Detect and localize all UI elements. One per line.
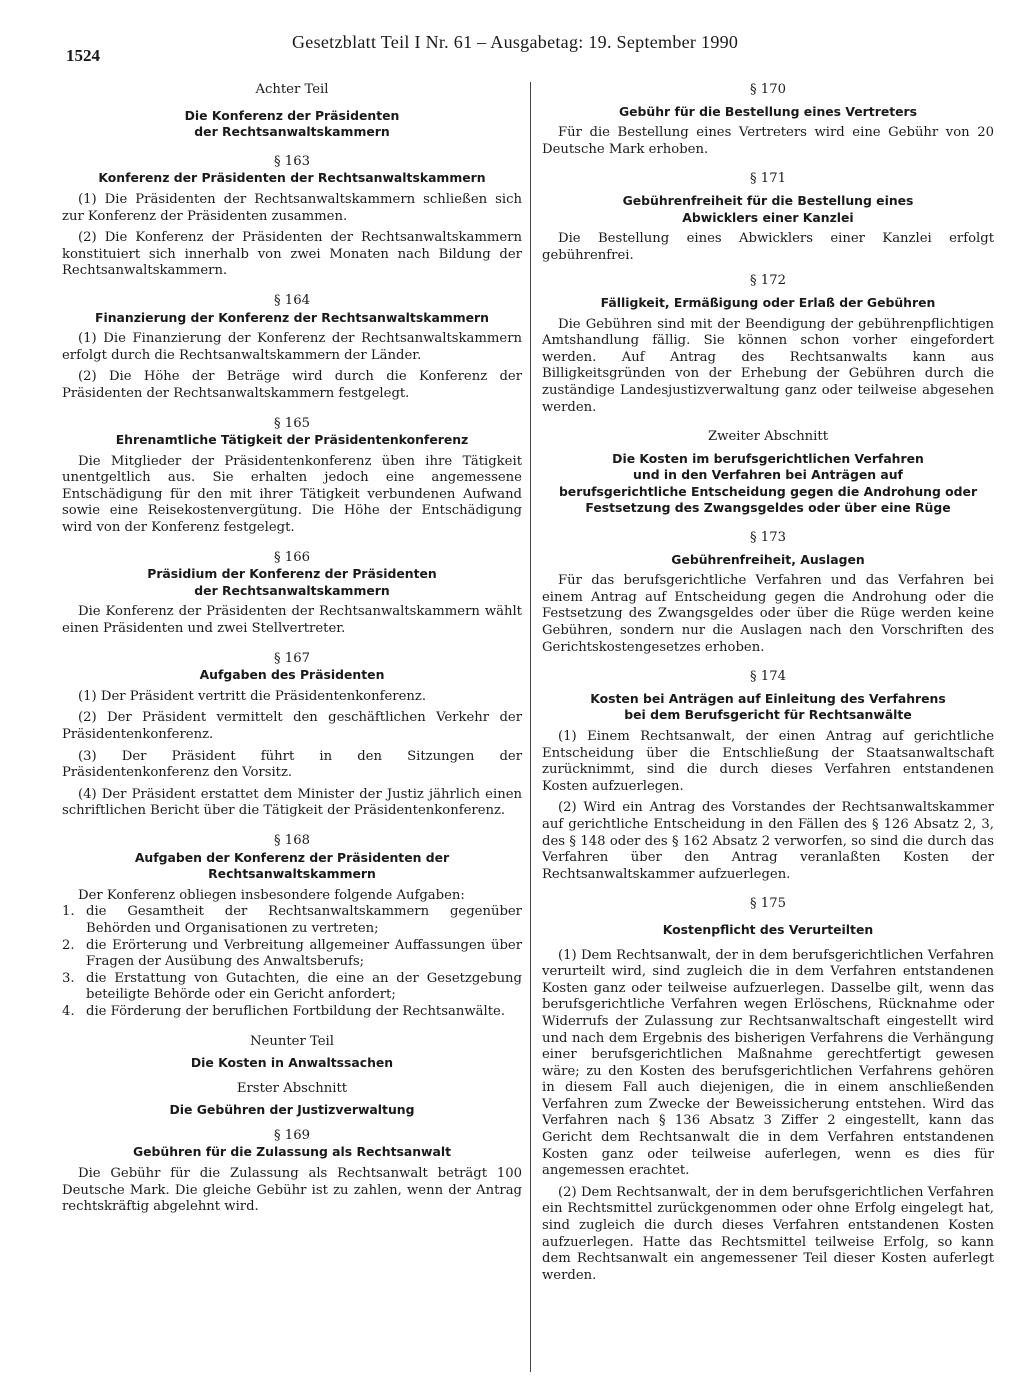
paragraph: (3) Der Präsident führt in den Sitzungen der Präsidentenkonferenz den Vorsitz. <box>62 748 522 781</box>
paragraph: Die Mitglieder der Präsidentenkonferenz üben ihre Tätigkeit unentgeltlich aus. Sie erhalten jedoch eine angemessene Entschädigung für den mit ihrer Tätigkeit verbundenen Aufwand sowie eine Reisekostenvergütung. Die Höhe der Entschädigung wird von der Konferenz festgelegt. <box>62 453 522 536</box>
section-title: Präsidium der Konferenz der Präsidenten <box>147 566 437 582</box>
section-number: § 170 <box>750 82 786 97</box>
section-number: § 167 <box>274 650 310 666</box>
paragraph: Für die Bestellung eines Vertreters wird eine Gebühr von 20 Deutsche Mark erhoben. <box>542 125 994 157</box>
list-text: die Förderung der beruflichen Fortbildung der Rechtsanwälte. <box>86 1003 506 1019</box>
paragraph: (2) Dem Rechtsanwalt, der in dem berufsgerichtlichen Verfahren ein Rechtsmittel zurückgenommen oder ohne Erfolg eingelegt hat, sind zugleich die durch dieses Verfahren entstandenen Kosten aufzuerlegen. Hatte das Rechtsmittel teilweise Erfolg, so kann dem Rechtsanwalt ein angemessener Teil dieser Kosten auferlegt werden. <box>542 1184 994 1283</box>
left-column <box>62 82 522 1216</box>
subsection-title: Die Kosten im berufsgerichtlichen Verfahren <box>612 450 924 466</box>
section-title: Konferenz der Präsidenten der Rechtsanwaltskammern <box>98 170 486 186</box>
section-title: Aufgaben der Konferenz der Präsidenten der <box>134 849 450 865</box>
page-header <box>66 32 990 66</box>
paragraph: (1) Die Finanzierung der Konferenz der Rechtsanwaltskammern erfolgt durch die Rechtsanwaltskammern der Länder. <box>62 331 522 363</box>
section-number: § 168 <box>274 832 310 848</box>
section-title: Aufgaben des Präsidenten <box>199 667 385 683</box>
section-title: Gebühr für die Bestellung eines Vertreters <box>618 103 918 119</box>
running-title: Gesetzblatt Teil I Nr. 61 – Ausgabetag: 19. September 1990 <box>292 32 739 52</box>
paragraph: Für das berufsgerichtliche Verfahren und das Verfahren bei einem Antrag auf Entscheidung gegen die Androhung oder die Festsetzung des Zwangsgeldes oder über die Rüge werden keine Gebühren, sondern nur die Auslagen nach den Vorschriften des Gerichtskostengesetzes erhoben. <box>542 573 994 655</box>
section-number: § 165 <box>274 415 310 431</box>
list-text: die Gesamtheit der Rechtsanwaltskammern gegenüber Behörden und Organisationen zu vertreten; <box>86 904 522 936</box>
list-text: die Erörterung und Verbreitung allgemeiner Auffassungen über Fragen der Ausübung des Anwaltsberufs; <box>86 937 522 970</box>
section-title: Abwicklers einer Kanzlei <box>682 209 854 225</box>
list-item <box>62 971 522 1004</box>
part-title: der Rechtsanwaltskammern <box>194 124 390 140</box>
task-list <box>62 904 522 1020</box>
section-title: Gebührenfreiheit, Auslagen <box>671 551 865 567</box>
paragraph: (2) Die Konferenz der Präsidenten der Rechtsanwaltskammern konstituiert sich innerhalb von zwei Monaten nach Bildung der Rechtsanwaltskammern. <box>62 230 522 279</box>
section-number: § 174 <box>750 669 786 685</box>
list-item <box>62 904 522 937</box>
section-title: Fälligkeit, Ermäßigung oder Erlaß der Gebühren <box>600 294 936 310</box>
section-title: Kostenpflicht des Verurteilten <box>662 921 874 937</box>
subsection-heading: Zweiter Abschnitt <box>708 429 828 445</box>
subsection-title: berufsgerichtliche Entscheidung gegen die Androhung oder <box>558 483 978 499</box>
part-title: Die Konferenz der Präsidenten <box>184 107 400 123</box>
section-title: Rechtsanwaltskammern <box>208 866 376 882</box>
paragraph: (1) Einem Rechtsanwalt, der einen Antrag auf gerichtliche Entscheidung über die Entschließung der Staatsanwaltschaft zurücknimmt, sind die durch dieses Verfahren entstandenen Kosten aufzuerlegen. <box>542 729 994 794</box>
list-item <box>62 1004 522 1021</box>
part-heading: Achter Teil <box>255 82 329 97</box>
paragraph: (1) Dem Rechtsanwalt, der in dem berufsgerichtlichen Verfahren verurteilt wird, sind zugleich die in dem Verfahren entstandenen Kosten ganz oder teilweise aufzuerlegen. Dasselbe gilt, wenn das berufsgerichtliche Verfahren wegen Erlöschens, Rücknahme oder Widerrufs der Zulassung zur Rechtsanwaltschaft eingestellt wird und nach dem Ergebnis des bisherigen Verfahrens die Verhängung einer berufsgerichtlichen Maßnahme gerechtfertigt gewesen wäre; zu den Kosten des berufsgerichtlichen Verfahrens gehören in diesem Fall auch diejenigen, die in einem anschließenden Verfahren zum Zwecke der Beweissicherung entstehen. Wird das Verfahren nach § 136 Absatz 3 Ziffer 2 eingestellt, kann das Gericht dem Rechtsanwalt die in dem Verfahren entstandenen Kosten ganz oder teilweise auferlegen, wenn es dies für angemessen erachtet. <box>542 947 994 1179</box>
section-title: Finanzierung der Konferenz der Rechtsanwaltskammern <box>95 309 489 325</box>
section-number: § 163 <box>274 153 310 169</box>
paragraph: Die Bestellung eines Abwicklers einer Kanzlei erfolgt gebührenfrei. <box>542 231 994 263</box>
column-divider <box>530 82 531 1372</box>
section-number: § 166 <box>274 549 310 565</box>
list-number: 1. <box>62 904 75 920</box>
section-number: § 169 <box>274 1127 310 1143</box>
right-column <box>542 82 994 1284</box>
list-number: 4. <box>62 1003 75 1019</box>
paragraph: (1) Der Präsident vertritt die Präsidentenkonferenz. <box>78 688 427 704</box>
subsection-heading: Erster Abschnitt <box>236 1080 348 1096</box>
page-number: 1524 <box>66 46 100 65</box>
paragraph: (4) Der Präsident erstattet dem Minister der Justiz jährlich einen schriftlichen Bericht über die Tätigkeit der Präsidentenkonferenz. <box>62 786 522 819</box>
section-title: Ehrenamtliche Tätigkeit der Präsidentenkonferenz <box>115 432 469 448</box>
section-title: Kosten bei Anträgen auf Einleitung des Verfahrens <box>590 690 946 706</box>
subsection-title: und in den Verfahren bei Anträgen auf <box>633 467 903 483</box>
list-item <box>62 938 522 971</box>
list-number: 2. <box>62 937 75 953</box>
section-number: § 172 <box>750 273 786 289</box>
section-number: § 173 <box>750 530 786 546</box>
paragraph: Die Gebühren sind mit der Beendigung der gebührenpflichtigen Amtshandlung fällig. Sie können schon vorher eingefordert werden. Auf Antrag des Rechtsanwalts kann aus Billigkeitsgründen von der Erhebung der Gebühren durch die zuständige Landesjustizverwaltung ganz oder teilweise abgesehen werden. <box>542 316 994 415</box>
subsection-title: Die Gebühren der Justizverwaltung <box>169 1102 415 1118</box>
section-title: bei dem Berufsgericht für Rechtsanwälte <box>624 707 912 723</box>
section-number: § 164 <box>274 292 310 308</box>
part-title: Die Kosten in Anwaltssachen <box>190 1055 394 1071</box>
section-title: der Rechtsanwaltskammern <box>194 582 390 598</box>
paragraph: Der Konferenz obliegen insbesondere folgende Aufgaben: <box>78 887 465 903</box>
paragraph: (1) Die Präsidenten der Rechtsanwaltskammern schließen sich zur Konferenz der Präsidenten zusammen. <box>62 191 522 224</box>
section-number: § 175 <box>750 896 786 912</box>
paragraph: (2) Wird ein Antrag des Vorstandes der Rechtsanwaltskammer auf gerichtliche Entscheidung in den Fällen des § 126 Absatz 2, 3, des § 148 oder des § 162 Absatz 2 verworfen, so sind die durch das Verfahren über den Antrag veranlaßten Kosten der Rechtsanwaltskammer aufzuerlegen. <box>542 800 994 882</box>
section-number: § 171 <box>750 171 786 187</box>
list-text: die Erstattung von Gutachten, die eine an der Gesetzgebung beteiligte Behörde oder ein Gericht anfordert; <box>86 970 522 1003</box>
section-title: Gebühren für die Zulassung als Rechtsanwalt <box>132 1144 452 1160</box>
paragraph: Die Gebühr für die Zulassung als Rechtsanwalt beträgt 100 Deutsche Mark. Die gleiche Gebühr ist zu zahlen, wenn der Antrag rechtskräftig abgelehnt wird. <box>62 1166 522 1215</box>
paragraph: (2) Der Präsident vermittelt den geschäftlichen Verkehr der Präsidentenkonferenz. <box>62 710 522 742</box>
section-title: Gebührenfreiheit für die Bestellung eines <box>622 192 914 208</box>
paragraph: (2) Die Höhe der Beträge wird durch die Konferenz der Präsidenten der Rechtsanwaltskammern festgelegt. <box>62 369 522 401</box>
subsection-title: Festsetzung des Zwangsgeldes oder über eine Rüge <box>585 500 951 516</box>
paragraph: Die Konferenz der Präsidenten der Rechtsanwaltskammern wählt einen Präsidenten und zwei Stellvertreter. <box>62 604 522 637</box>
part-heading: Neunter Teil <box>250 1033 334 1049</box>
list-number: 3. <box>62 970 75 986</box>
